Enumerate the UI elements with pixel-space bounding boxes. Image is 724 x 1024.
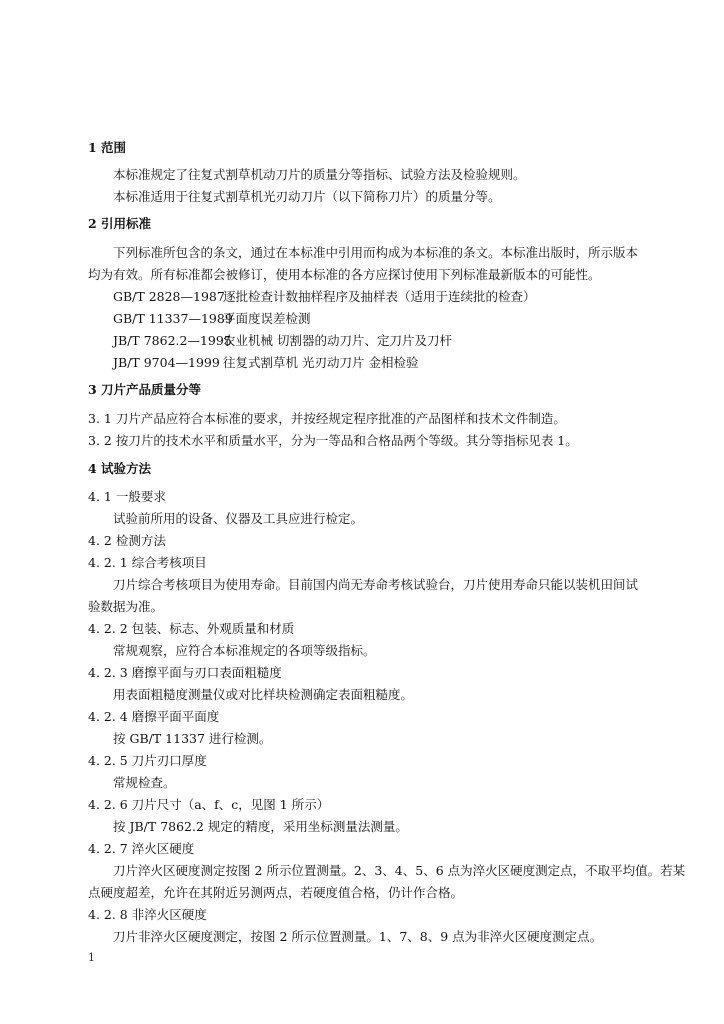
reference-item — [113, 289, 536, 305]
subsection-heading: 4. 1 一般要求 — [88, 489, 166, 504]
reference-code: JB/T 7862.2—1995 — [113, 333, 232, 348]
reference-title: 逐批检查计数抽样程序及抽样表（适用于连续批的检查） — [223, 289, 536, 304]
subsection-heading: 4. 2. 2 包装、标志、外观质量和材质 — [88, 621, 295, 636]
subsection-heading: 4. 2. 5 刀片刃口厚度 — [88, 753, 207, 768]
reference-item — [113, 355, 418, 371]
paragraph: 3. 1 刀片产品应符合本标准的要求，并按经规定程序批准的产品图样和技术文件制造。 — [88, 411, 566, 426]
paragraph: 常规检查。 — [113, 775, 176, 790]
subsection-heading: 4. 2 检测方法 — [88, 533, 166, 548]
reference-code: GB/T 11337—1989 — [113, 311, 233, 326]
reference-title: 农业机械 切割器的动刀片、定刀片及刀杆 — [223, 333, 452, 348]
paragraph: 按 JB/T 7862.2 规定的精度，采用坐标测量法测量。 — [113, 819, 408, 834]
paragraph: 下列标准所包含的条文，通过在本标准中引用而构成为本标准的条文。本标准出版时，所示版本 — [113, 245, 639, 260]
paragraph: 用表面粗糙度测量仪或对比样块检测确定表面粗糙度。 — [113, 687, 414, 702]
subsection-heading: 4. 2. 7 淬火区硬度 — [88, 841, 195, 856]
reference-title: 平面度误差检测 — [223, 311, 311, 326]
page-number: 1 — [88, 951, 95, 964]
paragraph: 点硬度超差，允许在其附近另测两点，若硬度值合格，仍计作合格。 — [88, 885, 464, 900]
reference-item — [113, 311, 311, 327]
paragraph: 按 GB/T 11337 进行检测。 — [113, 731, 272, 746]
paragraph: 验数据为准。 — [88, 599, 164, 614]
section-heading-grading: 3 刀片产品质量分等 — [88, 382, 202, 397]
paragraph: 刀片非淬火区硬度测定，按图 2 所示位置测量。1、7、8、9 点为非淬火区硬度测定点。 — [113, 929, 603, 944]
subsection-heading: 4. 2. 6 刀片尺寸（a、f、c，见图 1 所示） — [88, 797, 330, 812]
section-heading-scope: 1 范围 — [88, 140, 127, 155]
subsection-heading: 4. 2. 1 综合考核项目 — [88, 555, 207, 570]
paragraph: 常规观察，应符合本标准规定的各项等级指标。 — [113, 643, 376, 658]
reference-code: GB/T 2828—1987 — [113, 289, 225, 304]
reference-item — [113, 333, 452, 349]
section-heading-test-methods: 4 试验方法 — [88, 461, 152, 476]
reference-title: 往复式割草机 光刃动刀片 金相检验 — [223, 355, 419, 370]
section-heading-references: 2 引用标准 — [88, 216, 152, 231]
reference-code: JB/T 9704—1999 — [113, 355, 220, 370]
subsection-heading: 4. 2. 3 磨擦平面与刃口表面粗糙度 — [88, 665, 282, 680]
paragraph: 本标准适用于往复式割草机光刃动刀片（以下简称刀片）的质量分等。 — [113, 189, 501, 204]
paragraph: 刀片淬火区硬度测定按图 2 所示位置测量。2、3、4、5、6 点为淬火区硬度测定点，不取平均值。若某 — [113, 863, 686, 878]
paragraph: 本标准规定了往复式割草机动刀片的质量分等指标、试验方法及检验规则。 — [113, 167, 526, 182]
paragraph: 刀片综合考核项目为使用寿命。目前国内尚无寿命考核试验台，刀片使用寿命只能以装机田间试 — [113, 577, 639, 592]
paragraph: 3. 2 按刀片的技术水平和质量水平，分为一等品和合格品两个等级。其分等指标见表 1。 — [88, 433, 578, 448]
subsection-heading: 4. 2. 4 磨擦平面平面度 — [88, 709, 220, 724]
subsection-heading: 4. 2. 8 非淬火区硬度 — [88, 907, 207, 922]
paragraph: 均为有效。所有标准都会被修订，使用本标准的各方应探讨使用下列标准最新版本的可能性。 — [88, 267, 601, 282]
paragraph: 试验前所用的设备、仪器及工具应进行检定。 — [113, 511, 364, 526]
